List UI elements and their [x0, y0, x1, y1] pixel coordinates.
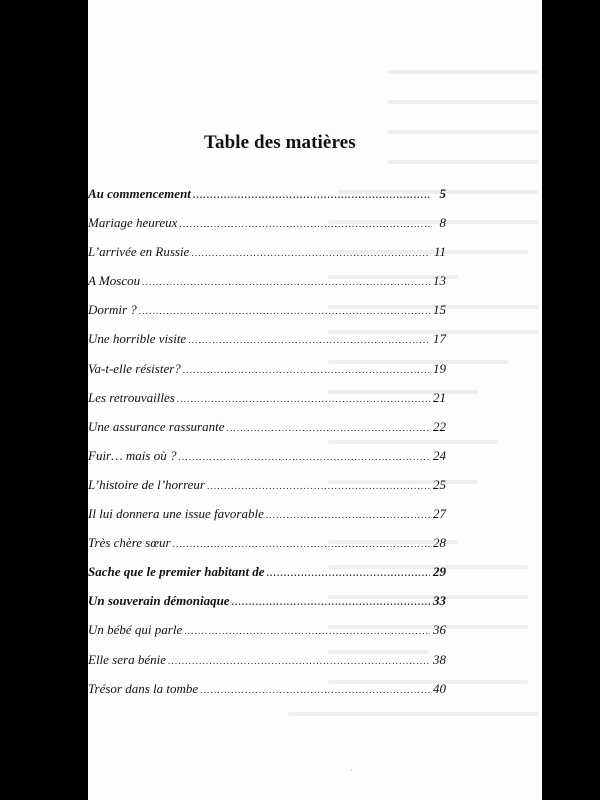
toc-dot-leader	[232, 597, 430, 607]
toc-entry	[88, 681, 446, 710]
toc-entry-label: Va-t-elle résister?	[88, 360, 181, 376]
toc-entry-page-number: 5	[439, 186, 446, 201]
toc-entry	[88, 302, 446, 331]
toc-entry	[88, 652, 446, 681]
toc-entry-label: Sache que le premier habitant de	[88, 564, 265, 580]
toc-entry-label: Il lui donnera une issue favorable	[88, 506, 264, 522]
toc-dot-leader	[207, 481, 430, 491]
toc-entry-label: Un bébé qui parle	[88, 622, 183, 638]
toc-entry-label: L’histoire de l’horreur	[88, 476, 205, 492]
toc-entry	[88, 215, 446, 244]
toc-entry-page-number: 22	[433, 418, 446, 434]
toc-dot-leader	[227, 423, 431, 433]
toc-dot-leader	[191, 248, 430, 258]
toc-entry	[88, 273, 446, 302]
toc-entry-label: L’arrivée en Russie	[88, 244, 190, 260]
toc-entry-page-number: 25	[433, 476, 446, 492]
scanner-border-left	[0, 0, 88, 800]
toc-entry-page-number: 38	[433, 651, 446, 667]
toc-entry-page-number: 11	[433, 244, 446, 260]
toc-entry-page-number: 17	[433, 331, 446, 347]
toc-entry	[88, 244, 446, 273]
toc-dot-leader	[188, 335, 430, 345]
toc-entry-page-number: 19	[433, 360, 446, 376]
toc-dot-leader	[173, 539, 430, 549]
toc-dot-leader	[179, 219, 430, 229]
toc-entry-page-number: 33	[433, 593, 446, 609]
toc-entry-label: Une assurance rassurante	[88, 418, 225, 434]
toc-entry-label: Mariage heureux	[88, 215, 178, 231]
toc-entry-page-number: 8	[439, 215, 446, 231]
toc-entry	[88, 564, 446, 593]
toc-dot-leader	[267, 568, 430, 578]
toc-dot-leader	[184, 626, 430, 636]
toc-entry-page-number: 36	[433, 622, 446, 638]
toc-entry	[88, 186, 446, 215]
page-speck: ·	[350, 766, 353, 775]
scanner-border-right	[542, 0, 600, 800]
toc-entry-label: Très chère sœur	[88, 535, 171, 551]
toc-entry	[88, 506, 446, 535]
toc-entry	[88, 535, 446, 564]
toc-entry-label: Un souverain démoniaque	[88, 593, 230, 609]
toc-dot-leader	[178, 452, 430, 462]
toc-entry	[88, 477, 446, 506]
toc-entry	[88, 361, 446, 390]
toc-entry-label: Une horrible visite	[88, 331, 187, 347]
toc-dot-leader	[139, 306, 430, 316]
toc-dot-leader	[177, 394, 430, 404]
toc-entry-page-number: 15	[433, 302, 446, 318]
toc-entry	[88, 593, 446, 622]
toc-dot-leader	[200, 685, 430, 695]
table-of-contents	[88, 186, 446, 710]
toc-dot-leader	[183, 365, 430, 375]
toc-dot-leader	[193, 190, 430, 200]
toc-entry-label: Au commencement	[88, 186, 191, 201]
toc-entry-label: Fuir… mais où ?	[88, 447, 177, 463]
toc-dot-leader	[142, 277, 430, 287]
toc-entry-page-number: 27	[433, 506, 446, 522]
toc-entry-label: Elle sera bénie	[88, 651, 166, 667]
toc-dot-leader	[266, 510, 430, 520]
toc-entry-page-number: 24	[433, 447, 446, 463]
toc-entry-page-number: 40	[433, 680, 446, 696]
toc-entry-page-number: 28	[433, 535, 446, 551]
toc-entry-label: A Moscou	[88, 273, 141, 289]
toc-entry	[88, 622, 446, 651]
toc-entry-label: Les retrouvailles	[88, 389, 175, 405]
toc-entry	[88, 448, 446, 477]
toc-dot-leader	[168, 656, 430, 666]
page-title: Table des matières	[204, 132, 356, 153]
toc-entry	[88, 390, 446, 419]
toc-entry-page-number: 29	[433, 564, 446, 580]
toc-entry	[88, 419, 446, 448]
toc-entry-page-number: 21	[433, 389, 446, 405]
book-page	[88, 0, 542, 800]
toc-entry-page-number: 13	[433, 273, 446, 289]
toc-entry-label: Dormir ?	[88, 302, 137, 318]
toc-entry-label: Trésor dans la tombe	[88, 680, 199, 696]
toc-entry	[88, 331, 446, 360]
